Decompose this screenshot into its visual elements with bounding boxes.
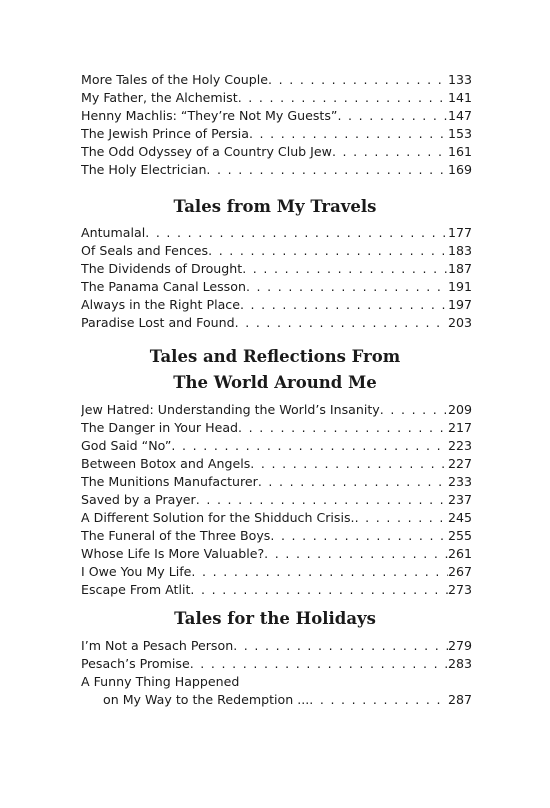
entry-title: My Father, the Alchemist: [81, 90, 238, 105]
page-number: 255: [447, 528, 472, 543]
leader-dots: [258, 473, 448, 491]
toc-entry: [81, 637, 472, 655]
entry-title: God Said “No”: [81, 438, 172, 453]
leader-dots: [235, 314, 448, 332]
page-number: 261: [447, 546, 472, 561]
leader-dots: [196, 491, 448, 509]
page-number: 233: [447, 474, 472, 489]
page-number: 161: [447, 144, 472, 159]
section-heading: Tales and Reflections From: [149, 347, 401, 366]
entry-title: The Munitions Manufacturer: [81, 474, 258, 489]
page-number: 209: [447, 402, 472, 417]
leader-dots: [191, 563, 448, 581]
page-number: 217: [447, 420, 472, 435]
entry-title: Antumalal: [81, 225, 146, 240]
entry-title: I Owe You My Life: [81, 564, 192, 579]
leader-dots: [264, 545, 448, 563]
entry-title: Always in the Right Place: [81, 297, 240, 312]
entry-title: Paradise Lost and Found: [81, 315, 235, 330]
entry-title: The Funeral of the Three Boys: [81, 528, 271, 543]
leader-dots: [171, 437, 448, 455]
toc-entry: [81, 473, 472, 491]
entry-title: Henny Machlis: “They’re Not My Guests”: [81, 108, 338, 123]
page-number: 141: [447, 90, 472, 105]
leader-dots: [240, 296, 448, 314]
toc-entry: [81, 260, 472, 278]
toc-entry-first-line: A Funny Thing Happened: [81, 674, 240, 689]
leader-dots: [270, 527, 448, 545]
entry-title: Between Botox and Angels: [81, 456, 251, 471]
page-number: 133: [447, 72, 472, 87]
page-number: 223: [447, 438, 472, 453]
toc-entry: [81, 401, 472, 419]
entry-title: Jew Hatred: Understanding the World’s Insanity: [81, 402, 380, 417]
toc-entry: [81, 161, 472, 179]
toc-entry: [81, 491, 472, 509]
section-heading: Tales from My Travels: [173, 197, 377, 216]
toc-entry: [81, 563, 472, 581]
leader-dots: [145, 224, 448, 242]
leader-dots: [246, 278, 448, 296]
entry-title: on My Way to the Redemption ...: [103, 692, 310, 707]
leader-dots: [242, 260, 448, 278]
leader-dots: [332, 143, 448, 161]
page-number: 267: [447, 564, 472, 579]
leader-dots: [249, 125, 448, 143]
page-number: 177: [447, 225, 472, 240]
entry-title: I’m Not a Pesach Person: [81, 638, 234, 653]
toc-entry: [81, 581, 472, 599]
toc-entry: [81, 314, 472, 332]
leader-dots: [238, 89, 448, 107]
page-number: 169: [447, 162, 472, 177]
page-number: 227: [447, 456, 472, 471]
leader-dots: [238, 419, 448, 437]
entry-title: More Tales of the Holy Couple: [81, 72, 269, 87]
entry-title: The Danger in Your Head: [81, 420, 239, 435]
toc-entry: [81, 89, 472, 107]
toc-entry: [81, 71, 472, 89]
toc-entry: [81, 125, 472, 143]
entry-title: The Odd Odyssey of a Country Club Jew: [81, 144, 332, 159]
leader-dots: [190, 655, 448, 673]
toc-entry: [81, 437, 472, 455]
toc-entry: [81, 278, 472, 296]
section-heading: The World Around Me: [173, 373, 377, 392]
toc-entry: [81, 509, 472, 527]
toc-entry: [81, 143, 472, 161]
page-number: 273: [447, 582, 472, 597]
toc-entry: [81, 224, 472, 242]
toc-section-list: [81, 71, 472, 179]
page-number: 237: [447, 492, 472, 507]
page-number: 183: [447, 243, 472, 258]
page-number: 203: [447, 315, 472, 330]
section-heading: Tales for the Holidays: [174, 609, 376, 628]
toc-entry: [81, 545, 472, 563]
entry-title: The Jewish Prince of Persia: [81, 126, 249, 141]
toc-entry: [81, 527, 472, 545]
leader-dots: [250, 455, 448, 473]
leader-dots: [208, 242, 448, 260]
toc-entry: [81, 107, 472, 125]
toc-entry: [81, 242, 472, 260]
page-number: 191: [447, 279, 472, 294]
leader-dots: [190, 581, 448, 599]
toc-section-list: [81, 637, 472, 709]
toc-entry: [81, 296, 472, 314]
page-number: 187: [447, 261, 472, 276]
entry-title: Escape From Atlit: [81, 582, 191, 597]
page-number: 147: [447, 108, 472, 123]
toc-entry-continuation: [81, 691, 472, 709]
entry-title: The Dividends of Drought: [81, 261, 243, 276]
page-number: 283: [447, 656, 472, 671]
leader-dots: [233, 637, 448, 655]
leader-dots: [380, 401, 448, 419]
toc-entry: [81, 655, 472, 673]
toc-entry: [81, 455, 472, 473]
leader-dots: [268, 71, 448, 89]
entry-title: Saved by a Prayer: [81, 492, 196, 507]
page-number: 197: [447, 297, 472, 312]
leader-dots: [337, 107, 448, 125]
toc-section-list: [81, 224, 472, 332]
leader-dots: [206, 161, 448, 179]
entry-title: Whose Life Is More Valuable?: [81, 546, 265, 561]
entry-title: A Different Solution for the Shidduch Crisis.: [81, 510, 355, 525]
toc-entry: [81, 419, 472, 437]
page-number: 287: [447, 692, 472, 707]
entry-title: Pesach’s Promise: [81, 656, 190, 671]
entry-title: The Panama Canal Lesson: [81, 279, 246, 294]
page-number: 279: [447, 638, 472, 653]
toc-section-list: [81, 401, 472, 599]
leader-dots: [355, 509, 448, 527]
entry-title: Of Seals and Fences: [81, 243, 209, 258]
entry-title: The Holy Electrician: [81, 162, 207, 177]
page-number: 245: [447, 510, 472, 525]
page-number: 153: [447, 126, 472, 141]
leader-dots: [309, 691, 448, 709]
